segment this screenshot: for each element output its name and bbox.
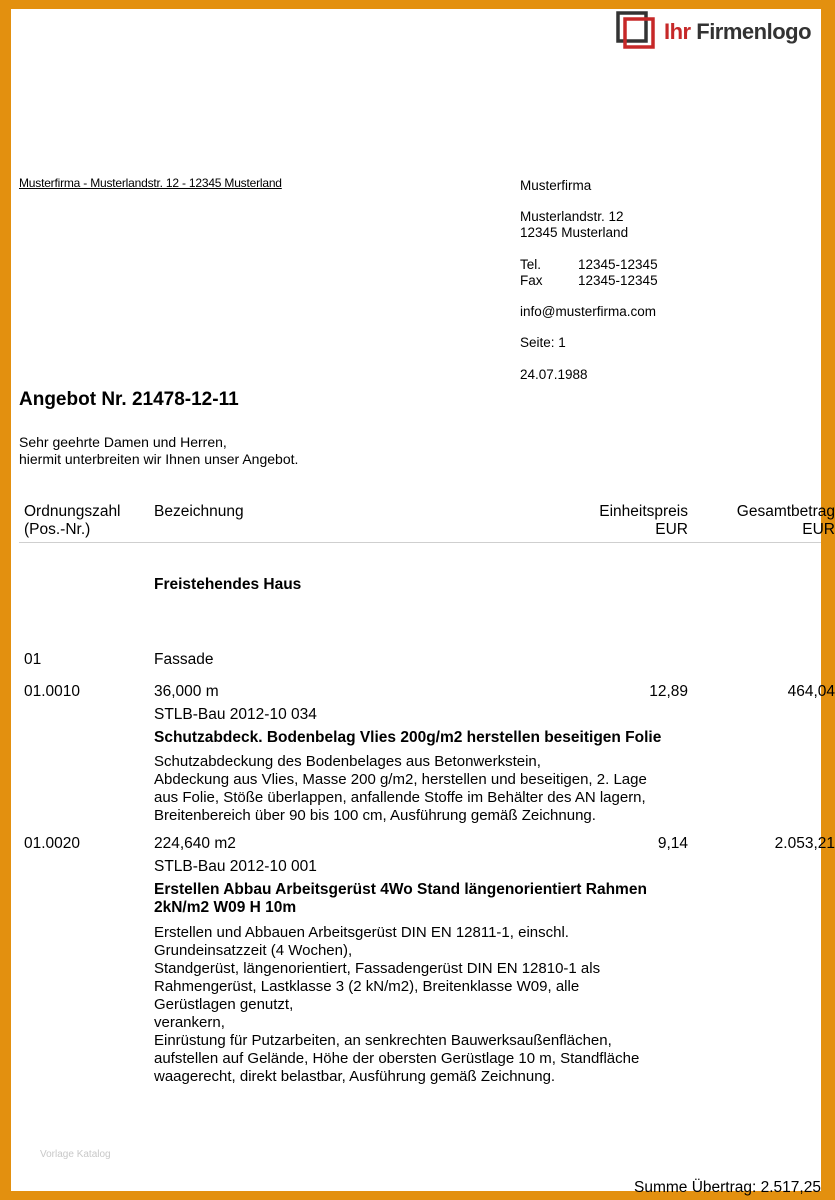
- logo-text: Ihr Firmenlogo: [664, 19, 812, 44]
- description-line: Rahmengerüst, Lastklasse 3 (2 kN/m2), Breitenklasse W09, alle: [154, 978, 580, 995]
- item-position: 01.0020: [24, 835, 81, 852]
- greeting: [19, 434, 298, 468]
- section-title: Freistehendes Haus: [154, 576, 302, 593]
- item-title: Schutzabdeck. Bodenbelag Vlies 200g/m2 herstellen beseitigen Folie: [154, 729, 662, 746]
- item-quantity: 224,640 m2: [154, 835, 236, 852]
- item-description: [154, 753, 647, 825]
- company-name: Musterfirma: [520, 178, 592, 193]
- description-line: aus Folie, Stöße überlappen, anfallende Stoffe im Behälter des AN lagern,: [154, 789, 646, 806]
- description-line: Gerüstlagen genutzt,: [154, 996, 294, 1013]
- title-line: 2kN/m2 W09 H 10m: [154, 899, 297, 916]
- item-unit-price: 9,14: [657, 835, 688, 852]
- company-fax: [520, 273, 658, 288]
- item-code: STLB-Bau 2012-10 034: [154, 706, 317, 723]
- description-line: Standgerüst, längenorientiert, Fassadengerüst DIN EN 12810-1 als: [154, 960, 601, 977]
- column-header-description: Bezeichnung: [154, 503, 244, 520]
- company-street: Musterlandstr. 12: [520, 209, 624, 224]
- group-number: 01: [24, 651, 42, 668]
- item-quantity: 36,000 m: [154, 683, 219, 700]
- carry-over-sum: Summe Übertrag: 2.517,25: [634, 1179, 821, 1196]
- fax-label: Fax: [520, 273, 543, 288]
- logo-square-icon: [616, 11, 656, 49]
- description-line: Einrüstung für Putzarbeiten, an senkrechten Bauwerksaußenflächen,: [154, 1032, 612, 1049]
- company-phone: [520, 257, 658, 272]
- description-line: Abdeckung aus Vlies, Masse 200 g/m2, herstellen und beseitigen, 2. Lage: [154, 771, 647, 788]
- header-text: Ordnungszahl: [24, 503, 121, 520]
- description-line: Grundeinsatzzeit (4 Wochen),: [154, 942, 353, 959]
- item-total: 464,04: [787, 683, 835, 700]
- header-text: EUR: [655, 521, 688, 538]
- item-title: [154, 881, 647, 917]
- description-line: Erstellen und Abbauen Arbeitsgerüst DIN EN 12811-1, einschl.: [154, 924, 569, 941]
- header-text: (Pos.-Nr.): [24, 521, 91, 538]
- phone-label: Tel.: [520, 257, 542, 272]
- description-line: Breitenbereich über 90 bis 100 cm, Ausführung gemäß Zeichnung.: [154, 807, 596, 824]
- item-total: 2.053,21: [774, 835, 835, 852]
- description-line: verankern,: [154, 1014, 225, 1031]
- company-city: 12345 Musterland: [520, 225, 629, 240]
- offer-title: Angebot Nr. 21478-12-11: [19, 389, 239, 410]
- column-header-position: [24, 503, 121, 539]
- column-header-unit-price: [571, 503, 688, 539]
- greeting-line: Sehr geehrte Damen und Herren,: [19, 434, 227, 450]
- company-email: info@musterfirma.com: [520, 304, 656, 319]
- header-divider: [19, 542, 821, 543]
- description-line: Schutzabdeckung des Bodenbelages aus Betonwerkstein,: [154, 753, 541, 770]
- group-label: Fassade: [154, 651, 214, 668]
- page-number: Seite: 1: [520, 335, 566, 350]
- header-text: EUR: [802, 521, 835, 538]
- watermark: Vorlage Katalog: [40, 1149, 111, 1160]
- company-logo: [616, 11, 816, 51]
- description-line: waagerecht, direkt belastbar, Ausführung gemäß Zeichnung.: [154, 1068, 556, 1085]
- header-text: Einheitspreis: [599, 503, 688, 520]
- item-position: 01.0010: [24, 683, 81, 700]
- item-unit-price: 12,89: [649, 683, 688, 700]
- phone-value: 12345-12345: [578, 257, 658, 272]
- column-header-total: [711, 503, 835, 539]
- title-line: Erstellen Abbau Arbeitsgerüst 4Wo Stand längenorientiert Rahmen: [154, 881, 647, 898]
- greeting-line: hiermit unterbreiten wir Ihnen unser Angebot.: [19, 451, 299, 467]
- document-page: [11, 9, 835, 1196]
- item-description: [154, 924, 639, 1086]
- document-date: 24.07.1988: [520, 367, 588, 382]
- fax-value: 12345-12345: [578, 273, 658, 288]
- sender-address-line: Musterfirma - Musterlandstr. 12 - 12345 Musterland: [19, 176, 282, 190]
- description-line: aufstellen auf Gelände, Höhe der obersten Gerüstlage 10 m, Standfläche: [154, 1050, 640, 1067]
- header-text: Gesamtbetrag: [736, 503, 835, 520]
- item-code: STLB-Bau 2012-10 001: [154, 858, 317, 875]
